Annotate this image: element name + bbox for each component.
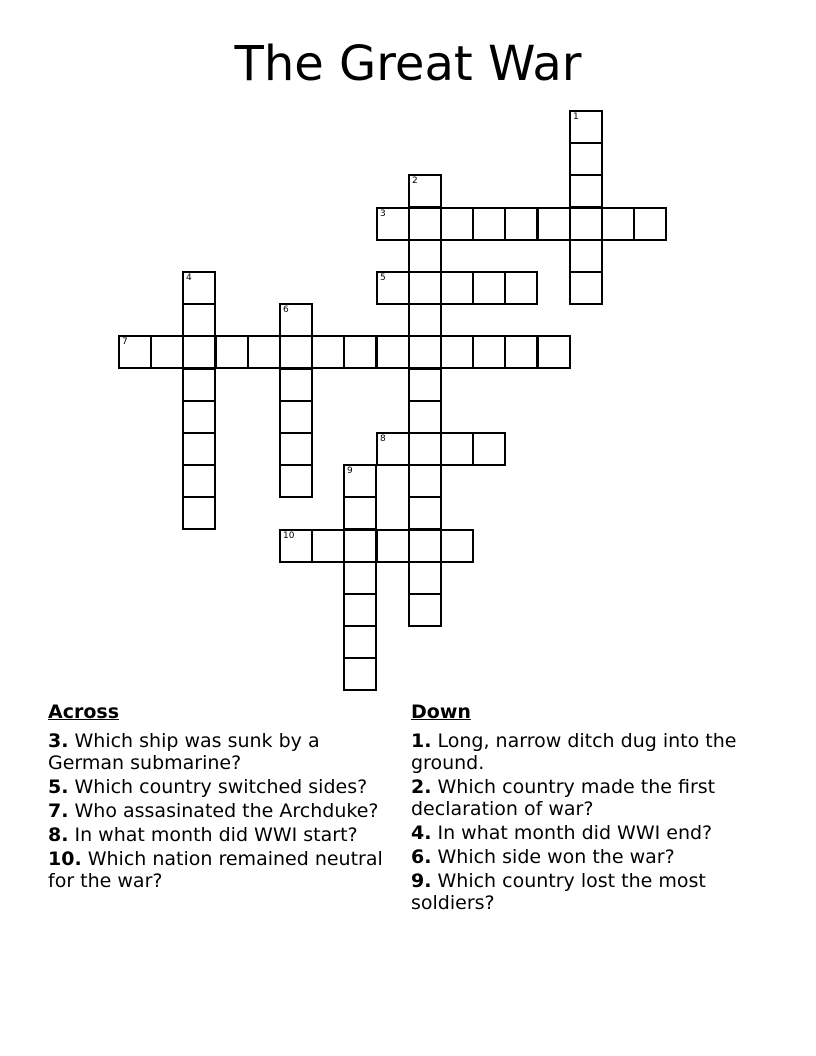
crossword-cell[interactable]	[343, 561, 377, 595]
cell-number: 8	[380, 434, 386, 444]
crossword-cell[interactable]	[440, 335, 474, 369]
crossword-cell[interactable]	[504, 271, 538, 305]
crossword-cell[interactable]	[408, 529, 442, 563]
cell-number: 6	[283, 305, 289, 315]
crossword-cell[interactable]	[537, 207, 571, 241]
crossword-cell[interactable]	[343, 335, 377, 369]
crossword-cell[interactable]	[376, 271, 410, 305]
crossword-cell[interactable]	[150, 335, 184, 369]
cell-number: 7	[122, 337, 128, 347]
crossword-cell[interactable]	[504, 207, 538, 241]
crossword-cell[interactable]	[343, 529, 377, 563]
crossword-cell[interactable]	[408, 174, 442, 208]
crossword-cell[interactable]	[569, 110, 603, 144]
cell-number: 2	[412, 176, 418, 186]
cell-number: 1	[573, 112, 579, 122]
crossword-cell[interactable]	[376, 207, 410, 241]
crossword-cell[interactable]	[182, 400, 216, 434]
clue-across-5	[48, 776, 388, 798]
clue-text: Who assasinated the Archduke?	[74, 800, 379, 822]
down-clues	[411, 700, 761, 916]
clue-text: Which country switched sides?	[74, 776, 368, 798]
across-clues	[48, 700, 388, 894]
crossword-cell[interactable]	[633, 207, 667, 241]
crossword-cell[interactable]	[118, 335, 152, 369]
crossword-cell[interactable]	[601, 207, 635, 241]
clue-number: 3.	[48, 730, 69, 752]
crossword-cell[interactable]	[569, 174, 603, 208]
clue-number: 4.	[411, 822, 432, 844]
crossword-cell[interactable]	[440, 271, 474, 305]
clue-across-3	[48, 730, 388, 774]
across-heading: Across	[48, 701, 120, 723]
crossword-cell[interactable]	[408, 368, 442, 402]
clue-across-8	[48, 824, 388, 846]
cell-number: 5	[380, 273, 386, 283]
clue-text: Which country lost the most soldiers?	[411, 870, 706, 914]
clue-text: Which side won the war?	[437, 846, 675, 868]
crossword-cell[interactable]	[311, 529, 345, 563]
clue-text: Which nation remained neutral for the war?	[48, 848, 383, 892]
crossword-cell[interactable]	[408, 496, 442, 530]
crossword-cell[interactable]	[376, 529, 410, 563]
clue-text: Which ship was sunk by a German submarine?	[48, 730, 320, 774]
clue-number: 6.	[411, 846, 432, 868]
crossword-cell[interactable]	[279, 335, 313, 369]
crossword-cell[interactable]	[279, 303, 313, 337]
crossword-cell[interactable]	[504, 335, 538, 369]
cell-number: 3	[380, 209, 386, 219]
cell-number: 10	[283, 531, 295, 541]
crossword-cell[interactable]	[311, 335, 345, 369]
crossword-cell[interactable]	[408, 271, 442, 305]
clue-text: Long, narrow ditch dug into the ground.	[411, 730, 737, 774]
crossword-cell[interactable]	[343, 464, 377, 498]
crossword-cell[interactable]	[408, 464, 442, 498]
cell-number: 9	[347, 466, 353, 476]
clue-down-2	[411, 776, 761, 820]
clue-down-1	[411, 730, 761, 774]
crossword-cell[interactable]	[472, 207, 506, 241]
crossword-cell[interactable]	[569, 207, 603, 241]
crossword-cell[interactable]	[182, 496, 216, 530]
crossword-cell[interactable]	[472, 335, 506, 369]
crossword-cell[interactable]	[472, 432, 506, 466]
crossword-cell[interactable]	[440, 432, 474, 466]
crossword-cell[interactable]	[182, 271, 216, 305]
crossword-cell[interactable]	[472, 271, 506, 305]
crossword-cell[interactable]	[343, 496, 377, 530]
crossword-cell[interactable]	[408, 593, 442, 627]
crossword-cell[interactable]	[182, 368, 216, 402]
page-title: The Great War	[234, 36, 582, 92]
crossword-cell[interactable]	[408, 400, 442, 434]
clue-number: 9.	[411, 870, 432, 892]
crossword-cell[interactable]	[408, 561, 442, 595]
crossword-cell[interactable]	[279, 368, 313, 402]
crossword-cell[interactable]	[537, 335, 571, 369]
clue-number: 7.	[48, 800, 69, 822]
clue-text: In what month did WWI end?	[437, 822, 713, 844]
crossword-cell[interactable]	[343, 593, 377, 627]
clue-down-6	[411, 846, 761, 868]
clue-number: 1.	[411, 730, 432, 752]
crossword-cell[interactable]	[343, 625, 377, 659]
crossword-cell[interactable]	[279, 432, 313, 466]
clue-number: 8.	[48, 824, 69, 846]
crossword-cell[interactable]	[440, 529, 474, 563]
clue-across-7	[48, 800, 388, 822]
crossword-cell[interactable]	[408, 432, 442, 466]
clue-across-10	[48, 848, 388, 892]
crossword-cell[interactable]	[408, 303, 442, 337]
clue-down-4	[411, 822, 761, 844]
crossword-cell[interactable]	[182, 432, 216, 466]
crossword-cell[interactable]	[279, 529, 313, 563]
crossword-cell[interactable]	[215, 335, 249, 369]
clue-text: In what month did WWI start?	[74, 824, 358, 846]
crossword-cell[interactable]	[408, 239, 442, 273]
crossword-cell[interactable]	[279, 464, 313, 498]
crossword-cell[interactable]	[376, 432, 410, 466]
cell-number: 4	[186, 273, 192, 283]
crossword-cell[interactable]	[376, 335, 410, 369]
clue-down-9	[411, 870, 761, 914]
crossword-cell[interactable]	[247, 335, 281, 369]
crossword-cell[interactable]	[182, 303, 216, 337]
clue-text: Which country made the first declaration of war?	[411, 776, 716, 820]
clue-number: 10.	[48, 848, 82, 870]
down-heading: Down	[411, 701, 471, 723]
crossword-cell[interactable]	[569, 239, 603, 273]
crossword-cell[interactable]	[569, 271, 603, 305]
crossword-cell[interactable]	[343, 657, 377, 691]
crossword-cell[interactable]	[279, 400, 313, 434]
crossword-cell[interactable]	[182, 335, 216, 369]
crossword-cell[interactable]	[440, 207, 474, 241]
crossword-cell[interactable]	[569, 142, 603, 176]
crossword-cell[interactable]	[182, 464, 216, 498]
clue-number: 5.	[48, 776, 69, 798]
crossword-cell[interactable]	[408, 207, 442, 241]
clue-number: 2.	[411, 776, 432, 798]
crossword-cell[interactable]	[408, 335, 442, 369]
